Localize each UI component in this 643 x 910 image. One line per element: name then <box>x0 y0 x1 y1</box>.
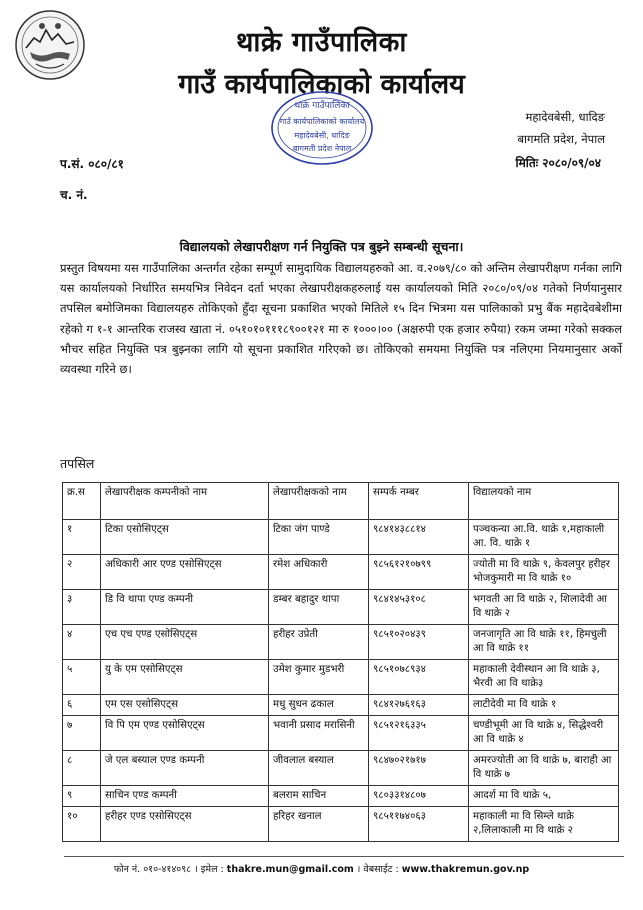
table-row <box>63 625 619 660</box>
cell-sn: ४ <box>63 625 101 660</box>
reference-number: प.सं. ०८०/८१ <box>60 157 124 171</box>
cell-sn: ६ <box>63 695 101 716</box>
table-row <box>63 695 619 716</box>
cell-contact: ९८४७०२१७१७ <box>369 751 469 786</box>
cell-contact: ९८४१४५३१०८ <box>369 590 469 625</box>
cell-sn: १० <box>63 807 101 842</box>
stamp-line2: महादेवबेसी, धादिङ <box>294 131 350 140</box>
cell-auditor: रमेश अधिकारी <box>269 555 369 590</box>
cell-school: चण्डीभूमी आ वि थाक्रे ४, सिद्धेश्वरी आ वि थाक्रे ४ <box>469 716 619 751</box>
address-line1: महादेवबेसी, धादिङ <box>525 110 605 124</box>
footer-divider <box>64 856 624 857</box>
cell-company: हरीहर एण्ड एसोसिएट्स <box>101 807 269 842</box>
address-line2: बागमति प्रदेश, नेपाल <box>517 132 605 146</box>
dispatch-number: च. नं. <box>60 188 88 202</box>
column-header-contact: सम्पर्क नम्बर <box>369 483 469 520</box>
cell-company: डि वि थापा एण्ड कम्पनी <box>101 590 269 625</box>
cell-auditor: हरीहर उप्रेती <box>269 625 369 660</box>
cell-contact: ९८५१०२०४३९ <box>369 625 469 660</box>
stamp-line1: गाउँ कार्यपालिकाको कार्यालय <box>279 117 365 126</box>
table-row <box>63 520 619 555</box>
cell-sn: ५ <box>63 660 101 695</box>
footer-website-link[interactable]: www.thakremun.gov.np <box>401 864 530 875</box>
cell-company: जे एल बस्याल एण्ड कम्पनी <box>101 751 269 786</box>
column-header-company: लेखापरीक्षक कम्पनीको नाम <box>101 483 269 520</box>
cell-school: जनजागृति आ वि थाक्रे ११, हिमचुली आ वि थाक्रे ११ <box>469 625 619 660</box>
table-row <box>63 716 619 751</box>
cell-school: ज्योती मा वि थाक्रे ९, केवलपुर हरीहर भोजकुमारी मा वि थाक्रे १० <box>469 555 619 590</box>
cell-auditor: डम्बर बहादुर थापा <box>269 590 369 625</box>
table-row <box>63 751 619 786</box>
notice-subject: विद्यालयको लेखापरीक्षण गर्न नियुक्ति पत्र बुझ्ने सम्बन्धी सूचना। <box>179 239 464 254</box>
column-header-auditor: लेखापरीक्षकको नाम <box>269 483 369 520</box>
cell-sn: ९ <box>63 786 101 807</box>
auditor-assignment-table <box>62 482 619 842</box>
table-row <box>63 786 619 807</box>
cell-sn: २ <box>63 555 101 590</box>
cell-auditor: जीवलाल बस्याल <box>269 751 369 786</box>
cell-auditor: हरिहर खनाल <box>269 807 369 842</box>
cell-sn: ८ <box>63 751 101 786</box>
cell-school: आदर्श मा वि थाक्रे ५, <box>469 786 619 807</box>
cell-contact: ९८०३३१४८०७ <box>369 786 469 807</box>
footer-website-label: । वेबसाईट : <box>356 864 399 875</box>
schedule-label: तपसिल <box>60 456 95 471</box>
cell-contact: ९८५६१२१०७९९ <box>369 555 469 590</box>
footer-phone-label: फोन नं. ०१०-४१४०९८ । इमेल : <box>113 864 224 875</box>
table-row <box>63 807 619 842</box>
column-header-sn: क्र.स <box>63 483 101 520</box>
cell-company: वि पि एम एण्ड एसोसिएट्स <box>101 716 269 751</box>
cell-school: भगवती आ वि थाक्रे २, शिलादेवी आ वि थाक्रे २ <box>469 590 619 625</box>
cell-sn: ३ <box>63 590 101 625</box>
stamp-line3: बागमती प्रदेश नेपाल <box>292 144 352 153</box>
cell-contact: ९८४१२७६१६३ <box>369 695 469 716</box>
cell-company: अधिकारी आर एण्ड एसोसिएट्स <box>101 555 269 590</box>
stamp-ring-text: थाक्रे गाउँपालिका <box>294 101 350 111</box>
cell-company: एच एच एण्ड एसोसिएट्स <box>101 625 269 660</box>
cell-company: साचिन एण्ड कम्पनी <box>101 786 269 807</box>
cell-school: महाकाली मा वि सिम्ले थाक्रे २,लिलाकाली मा वि थाक्रे २ <box>469 807 619 842</box>
cell-school: महाकाली देवीस्थान आ वि थाक्रे ३, भैरवी आ वि थाक्रे३ <box>469 660 619 695</box>
cell-company: एम एस एसोसिएट्स <box>101 695 269 716</box>
cell-auditor: भवानी प्रसाद मरासिनी <box>269 716 369 751</box>
cell-auditor: बलराम साचिन <box>269 786 369 807</box>
cell-company: यु के एम एसोसिएट्स <box>101 660 269 695</box>
footer-email-link[interactable]: thakre.mun@gmail.com <box>226 864 354 875</box>
cell-auditor: उमेश कुमार मुडभरी <box>269 660 369 695</box>
table-row <box>63 555 619 590</box>
cell-school: अमरज्योती आ वि थाक्रे ७, बाराही आ वि थाक्रे ७ <box>469 751 619 786</box>
cell-contact: ९८५११७४०६३ <box>369 807 469 842</box>
cell-school: पञ्चकन्या आ.वि. थाक्रे १,महाकाली आ. वि. थाक्रे १ <box>469 520 619 555</box>
cell-sn: ७ <box>63 716 101 751</box>
table-row <box>63 590 619 625</box>
cell-contact: ९८५१०७८९३४ <box>369 660 469 695</box>
footer-contact <box>0 862 643 875</box>
official-stamp <box>268 88 376 168</box>
table-row <box>63 660 619 695</box>
cell-auditor: टिका जंग पाण्डे <box>269 520 369 555</box>
cell-contact: ९८५१२१६३३५ <box>369 716 469 751</box>
cell-sn: १ <box>63 520 101 555</box>
office-subtitle: गाउँ कार्यपालिकाको कार्यालय <box>178 69 465 100</box>
cell-company: टिका एसोसिएट्स <box>101 520 269 555</box>
column-header-school: विद्यालयको नाम <box>469 483 619 520</box>
office-name: थाक्रे गाउँपालिका <box>236 27 407 58</box>
letter-date: मितिः २०८०/०९/०४ <box>515 156 601 170</box>
cell-auditor: मधु सुधन ढकाल <box>269 695 369 716</box>
cell-contact: ९८४१४३८८१४ <box>369 520 469 555</box>
notice-body: प्रस्तुत विषयमा यस गाउँपालिका अन्तर्गत रहेका सम्पूर्ण सामुदायिक विद्यालयहरुको आ. व.२०७९/८० को अन्तिम लेखापरीक्षण गर्नका लागि यस कार्यालयको निर्धारित समयभित्र निवेदन दर्ता भएका लेखापरीक्षकहरुलाई यस कार्यालयको मिति २०८०/०९/०४ गतेको निर्णयानुसार तपसिल बमोजिमका विद्यालयहरु तोकिएको हुँदा सूचना प्रकाशित भएको मितिले १५ दिन भित्रमा यस पालिकाको प्रभु बैंक महादेवबेशीमा रहेको ग १-१ आन्तरिक राजस्व खाता नं. ०५१०१०१११८९००१२१ मा रु १०००।०० (अक्षरुपी एक हजार रुपैया) रकम जम्मा गरेको सक्कल भौचर सहित नियुक्ति पत्र बुझ्नका लागि यो सूचना प्रकाशित गरिएको छ। तोकिएको समयमा नियुक्ति पत्र नलिएमा नियमानुसार अर्को व्यवस्था गरिने छ। <box>60 261 622 377</box>
cell-school: लाटीदेवी मा वि थाक्रे १ <box>469 695 619 716</box>
table-header-row <box>63 483 619 520</box>
